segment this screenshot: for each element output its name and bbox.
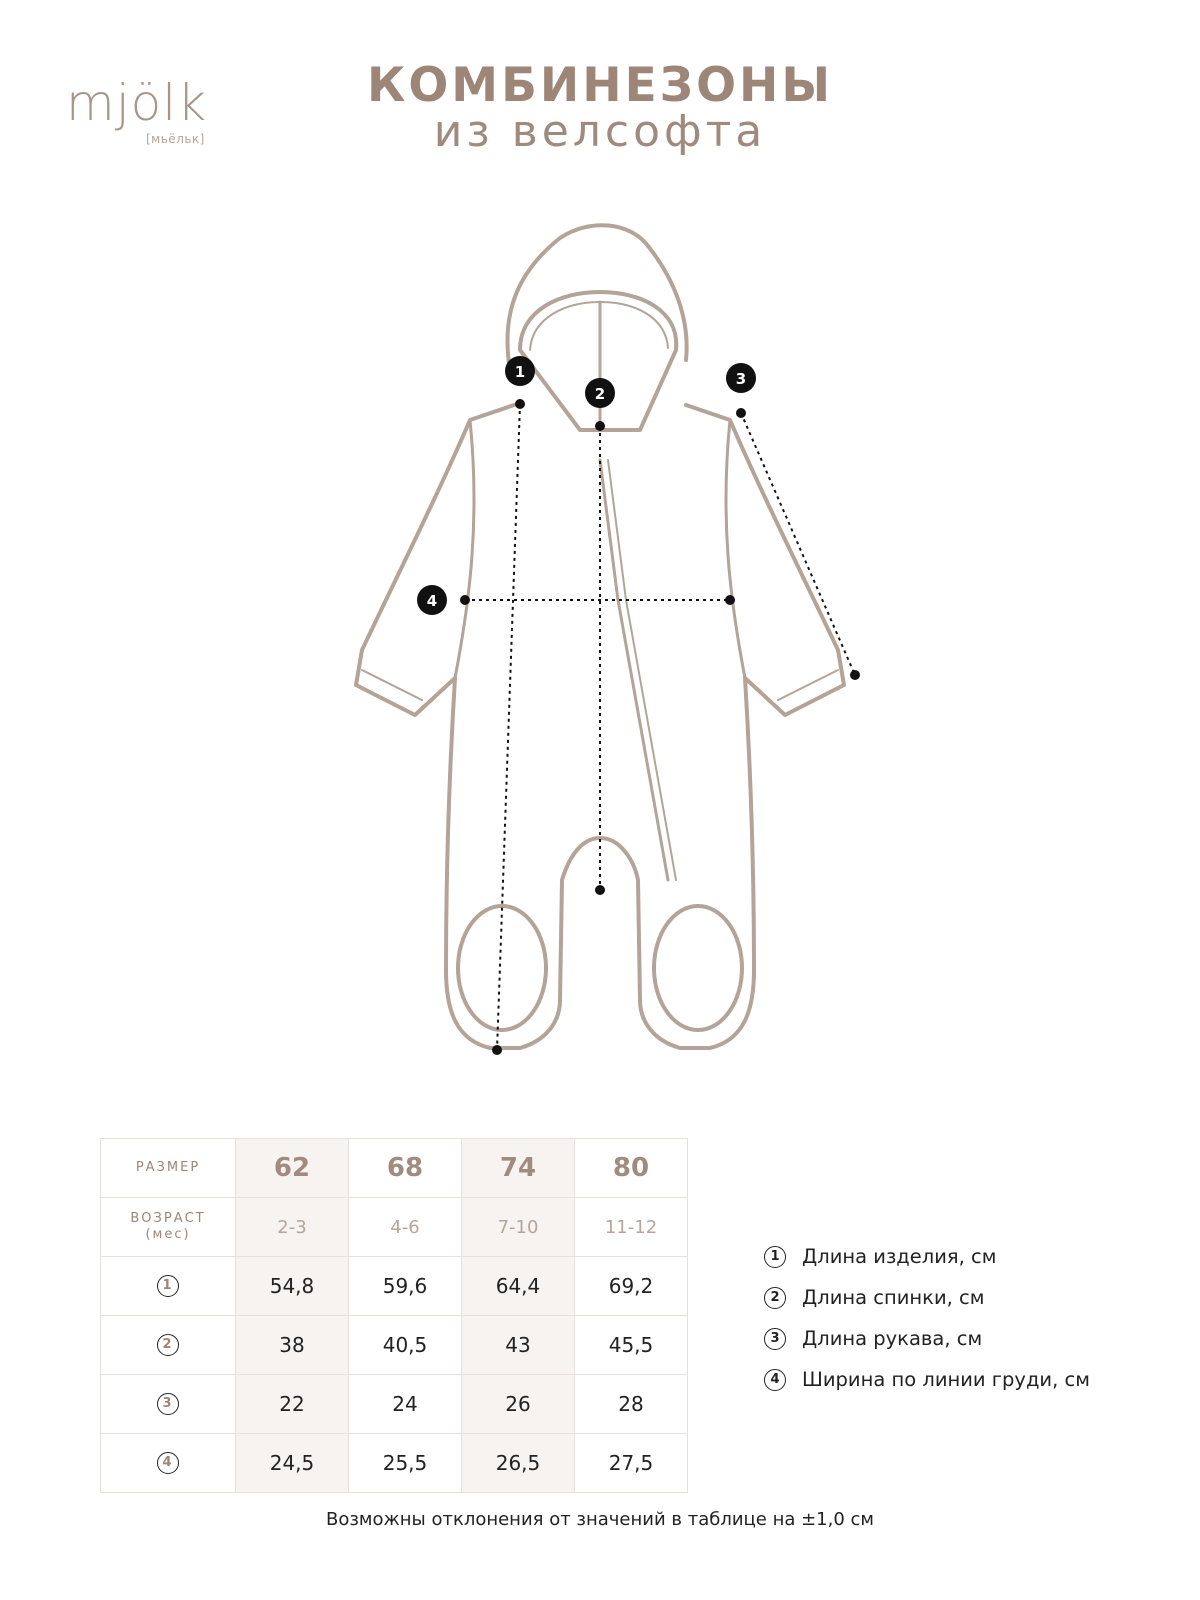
legend-label: Длина изделия, см xyxy=(802,1245,997,1268)
marker-4-label: 4 xyxy=(426,592,438,610)
age-cell: 7-10 xyxy=(462,1198,575,1257)
row-number-cell xyxy=(101,1375,236,1434)
row-header-age-line2: (мес) xyxy=(145,1227,191,1242)
measure-line-3 xyxy=(741,413,855,675)
legend-item xyxy=(764,1277,1090,1318)
size-cell: 74 xyxy=(462,1139,575,1198)
value-cell: 24 xyxy=(349,1375,462,1434)
age-cell: 2-3 xyxy=(236,1198,349,1257)
value-cell: 22 xyxy=(236,1375,349,1434)
legend-label: Длина спинки, см xyxy=(802,1286,985,1309)
size-cell: 68 xyxy=(349,1139,462,1198)
page-title: КОМБИНЕЗОНЫ xyxy=(366,58,834,113)
legend-number-badge: 1 xyxy=(764,1246,786,1268)
value-cell: 64,4 xyxy=(462,1257,575,1316)
value-cell: 54,8 xyxy=(236,1257,349,1316)
value-cell: 28 xyxy=(575,1375,688,1434)
tolerance-footnote: Возможны отклонения от значений в таблице на ±1,0 см xyxy=(326,1509,874,1530)
table-row-age xyxy=(101,1198,688,1257)
legend-number-badge: 4 xyxy=(764,1369,786,1391)
hood-inner xyxy=(520,292,676,430)
measurement-legend xyxy=(764,1236,1090,1400)
value-cell: 27,5 xyxy=(575,1434,688,1493)
hood-outline xyxy=(507,225,686,370)
age-cell: 11-12 xyxy=(575,1198,688,1257)
logo-wordmark: mjölk xyxy=(66,74,208,132)
row-number-badge: 4 xyxy=(157,1452,179,1474)
table-row xyxy=(101,1257,688,1316)
zipper xyxy=(600,460,668,880)
table-row xyxy=(101,1434,688,1493)
body-outline xyxy=(356,405,844,1048)
row-number-cell xyxy=(101,1316,236,1375)
legend-item xyxy=(764,1318,1090,1359)
marker-2 xyxy=(585,378,615,408)
value-cell: 40,5 xyxy=(349,1316,462,1375)
value-cell: 26 xyxy=(462,1375,575,1434)
table-row-size xyxy=(101,1139,688,1198)
row-header-size: РАЗМЕР xyxy=(101,1139,236,1198)
legend-item xyxy=(764,1359,1090,1400)
right-foot xyxy=(654,906,742,1030)
size-cell: 62 xyxy=(236,1139,349,1198)
value-cell: 43 xyxy=(462,1316,575,1375)
legend-number-badge: 2 xyxy=(764,1287,786,1309)
value-cell: 45,5 xyxy=(575,1316,688,1375)
marker-1 xyxy=(505,356,535,386)
value-cell: 24,5 xyxy=(236,1434,349,1493)
age-cell: 4-6 xyxy=(349,1198,462,1257)
size-table xyxy=(100,1138,688,1493)
row-header-age xyxy=(101,1198,236,1257)
value-cell: 69,2 xyxy=(575,1257,688,1316)
marker-2-label: 2 xyxy=(594,385,606,403)
page-subtitle: из велсофта xyxy=(433,106,767,157)
legend-item xyxy=(764,1236,1090,1277)
row-number-badge: 1 xyxy=(157,1275,179,1297)
marker-1-label: 1 xyxy=(514,363,526,381)
marker-3-label: 3 xyxy=(735,370,747,388)
row-number-badge: 2 xyxy=(157,1334,179,1356)
logo-transliteration: [мьёльк] xyxy=(146,132,205,146)
table-row xyxy=(101,1375,688,1434)
value-cell: 26,5 xyxy=(462,1434,575,1493)
marker-4 xyxy=(417,585,447,615)
row-number-cell xyxy=(101,1257,236,1316)
legend-number-badge: 3 xyxy=(764,1328,786,1350)
value-cell: 25,5 xyxy=(349,1434,462,1493)
marker-3 xyxy=(726,363,756,393)
table-row xyxy=(101,1316,688,1375)
row-header-age-line1: ВОЗРАСТ xyxy=(130,1211,206,1227)
size-cell: 80 xyxy=(575,1139,688,1198)
legend-label: Длина рукава, см xyxy=(802,1327,983,1350)
value-cell: 38 xyxy=(236,1316,349,1375)
measure-line-1 xyxy=(497,404,520,1050)
row-number-badge: 3 xyxy=(157,1393,179,1415)
row-number-cell xyxy=(101,1434,236,1493)
legend-label: Ширина по линии груди, см xyxy=(802,1368,1090,1391)
value-cell: 59,6 xyxy=(349,1257,462,1316)
